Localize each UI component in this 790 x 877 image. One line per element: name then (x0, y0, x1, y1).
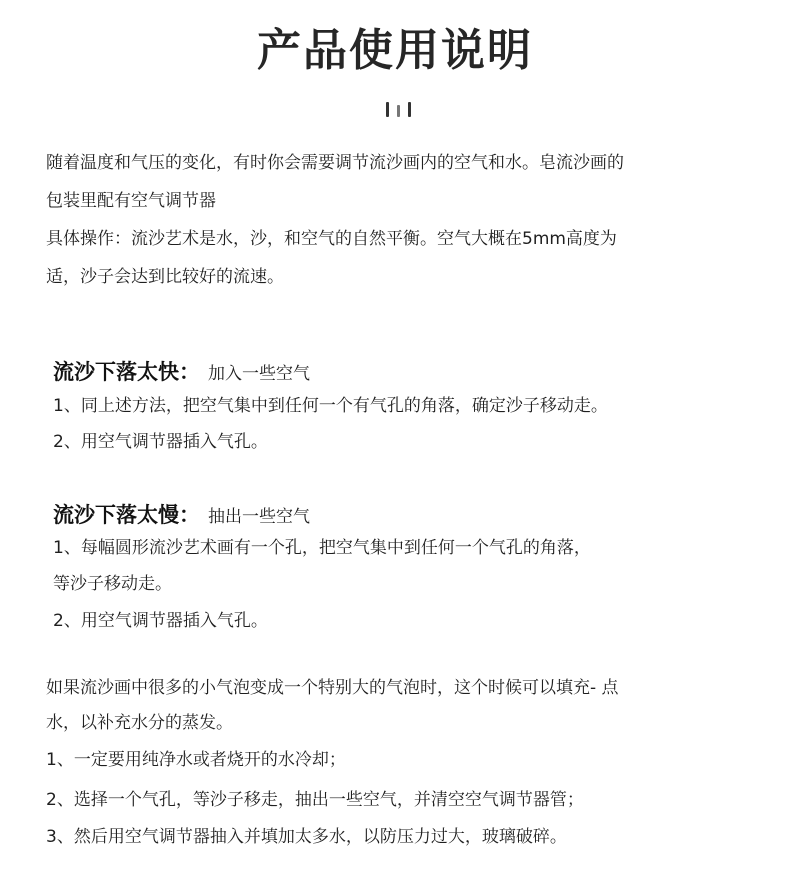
section-slow-heading (53, 499, 310, 529)
bubble-step-1: 1、一定要用纯净水或者烧开的水冷却； (46, 750, 346, 770)
bubble-step-3: 3、然后用空气调节器抽入并填加太多水，以防压力过大，玻璃破碎。 (46, 827, 567, 847)
section-fast-step-2: 2、用空气调节器插入气孔。 (53, 432, 268, 452)
bubble-line-1: 如果流沙画中很多的小气泡变成一个特别大的气泡时，这个时候可以填充- 点 (46, 678, 619, 698)
page-title: 产品使用说明 (257, 25, 533, 76)
intro-line-3: 具体操作：流沙艺术是水，沙，和空气的自然平衡。空气大概在5mm高度为 (46, 229, 617, 249)
section-slow-title: 流沙下落太慢： (53, 503, 200, 527)
title-divider-icon (384, 99, 414, 119)
section-slow-step-1b: 等沙子移动走。 (53, 574, 172, 594)
section-fast-title: 流沙下落太快： (53, 360, 200, 384)
bubble-step-2: 2、选择一个气孔，等沙子移走，抽出一些空气，并清空空气调节器管； (46, 790, 584, 810)
intro-line-2: 包装里配有空气调节器 (46, 191, 216, 211)
section-fast-step-1: 1、同上述方法，把空气集中到任何一个有气孔的角落，确定沙子移动走。 (53, 396, 608, 416)
intro-line-4: 适，沙子会达到比较好的流速。 (46, 267, 284, 287)
section-slow-action: 抽出一些空气 (208, 507, 310, 527)
intro-line-1: 随着温度和气压的变化，有时你会需要调节流沙画内的空气和水。皂流沙画的 (46, 153, 624, 173)
section-slow-step-2: 2、用空气调节器插入气孔。 (53, 611, 268, 631)
section-fast-action: 加入一些空气 (208, 364, 310, 384)
section-fast-heading (53, 356, 310, 386)
bubble-line-2: 水，以补充水分的蒸发。 (46, 713, 233, 733)
section-slow-step-1a: 1、每幅圆形流沙艺术画有一个孔，把空气集中到任何一个气孔的角落， (53, 538, 591, 558)
